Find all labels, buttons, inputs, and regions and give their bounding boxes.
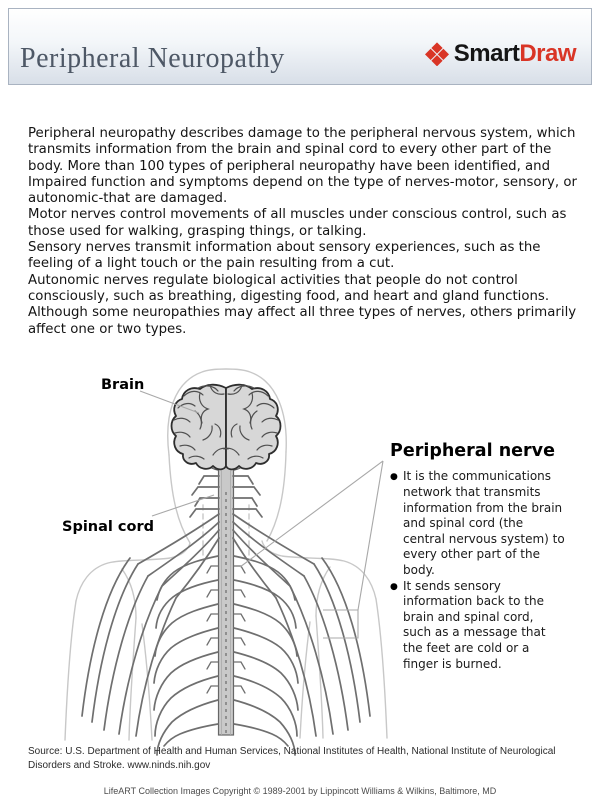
intro-paragraph: Autonomic nerves regulate biological activities that people do not control consciously, such as breathing, digesting food, and heart and gland functions. Although some neuropathies may affect all three types of nerves, others primarily affect one or two types. bbox=[28, 272, 577, 337]
callout-title: Peripheral nerve bbox=[390, 441, 555, 461]
source-text: Source: U.S. Department of Health and Human Services, National Institutes of Health, National Institute of Neurological Disorders and Stroke. www.ninds.nih.gov bbox=[28, 746, 556, 771]
callout-bullet-list bbox=[390, 469, 565, 672]
callout-bullet bbox=[390, 469, 565, 578]
spinal-cord-illustration bbox=[219, 445, 234, 735]
logo-text-smart: Smart bbox=[453, 40, 520, 67]
bullet-icon: ● bbox=[390, 472, 398, 483]
intro-paragraph: Sensory nerves transmit information about sensory experiences, such as the feeling of a light touch or the pain resulting from a cut. bbox=[28, 240, 541, 272]
label-brain: Brain bbox=[101, 377, 145, 393]
page-title: Peripheral Neuropathy bbox=[20, 43, 285, 74]
label-spinal-cord: Spinal cord bbox=[62, 519, 155, 535]
logo-text-draw: Draw bbox=[519, 40, 576, 67]
peripheral-nerve-callout bbox=[390, 442, 565, 672]
bullet-icon: ● bbox=[390, 581, 398, 592]
copyright-text: LifeART Collection Images Copyright © 1989-2001 by Lippincott Williams & Wilkins, Baltimore, MD bbox=[103, 786, 497, 796]
callout-bullet-text: It is the communications network that transmits information from the brain and spinal cord (the central nervous system) to every other part of the body. bbox=[403, 469, 565, 577]
intro-paragraph: Peripheral neuropathy describes damage to the peripheral nervous system, which transmits information from the brain and spinal cord to every other part of the body. More than 100 types of peripheral neuropathy have been identified, and Impaired function and symptoms depend on the type of nerves-motor, sensory, or autonomic-that are damaged. bbox=[28, 126, 577, 207]
callout-bullet bbox=[390, 579, 565, 673]
callout-bullet-text: It sends sensory information back to the brain and spinal cord, such as a message that the feet are cold or a finger is burned. bbox=[403, 578, 546, 671]
brain-illustration bbox=[172, 385, 281, 470]
intro-paragraph: Motor nerves control movements of all muscles under conscious control, such as those used for walking, grasping things, or talking. bbox=[28, 207, 567, 239]
